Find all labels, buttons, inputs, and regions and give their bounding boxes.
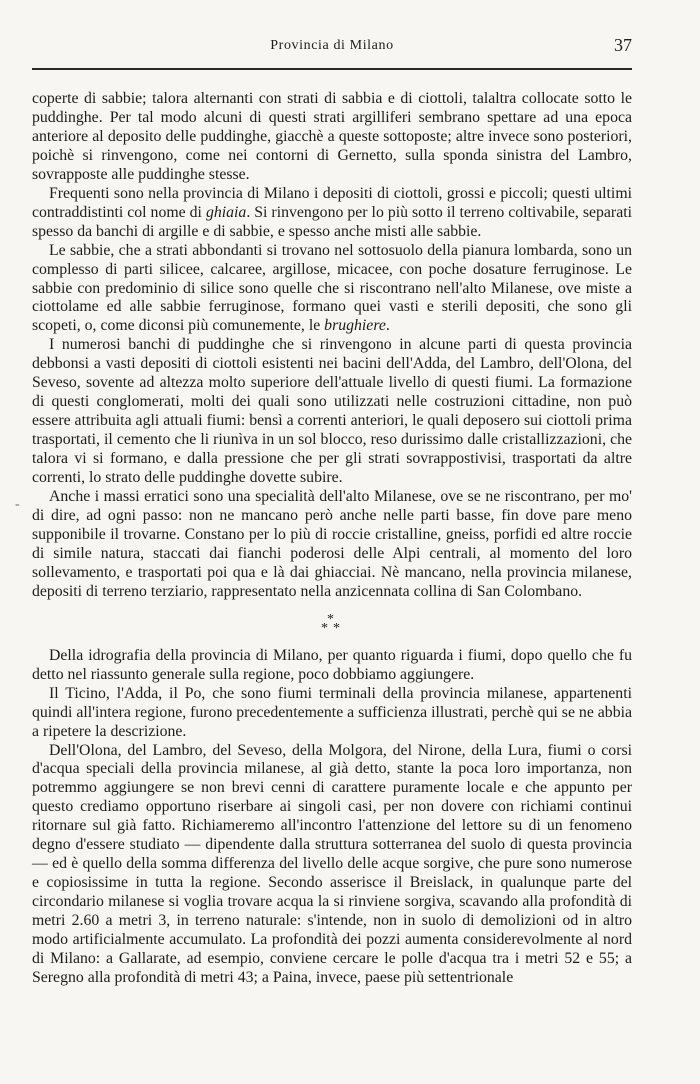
paragraph-1: coperte di sabbie; talora alternanti con strati di sabbia e di ciottoli, talaltra collocate sotto le puddinghe. Per tal modo alcuni di questi strati argilliferi sembrano spettare ad una epoca anteriore al deposito delle puddinghe, giacchè a queste sottoposte; altre invece sono posteriori, poichè si rinvengono, come nei contorni di Gernetto, sulla sponda sinistra del Lambro, sovrapposte alle puddinghe stesse. <box>32 90 632 183</box>
italic-term-ghiaia: ghiaia <box>205 203 247 221</box>
margin-mark: - <box>15 497 20 512</box>
italic-term-brughiere: brughiere <box>324 317 386 335</box>
paragraph-8: Dell'Olona, del Lambro, del Seveso, della Molgora, del Nirone, della Lura, fiumi o corsi d'acqua speciali della provincia milanese, al già detto, stante la poca loro importanza, non potremmo aggiungere se non brevi cenni di carattere puramente locale e che appunto per questo crediamo opportuno riserbare ai singoli casi, per non dovere con richiami continui ritornare sul già fatto. Richiameremo all'incontro l'attenzione del lettore su di un fenomeno degno d'essere studiato — dipendente dalla struttura sotterranea del suolo di questa provincia — ed è quello della somma differenza del livello delle acque sorgive, che pure sono numerose e copiosissime in tutta la regione. Secondo asserisce il Breislack, in qualunque parte del circondario milanese si voglia trovare acqua la si rinviene sorgiva, scavando alla profondità di metri 2.60 a metri 3, in terreno naturale: s'intende, non in suolo di demolizioni od in altro modo artificialmente accumulato. La profondità dei pozzi aumenta considerevolmente al nord di Milano: a Gallarate, ad esempio, conviene cercare le polle d'acqua tra i metri 52 e 55; a Seregno alla profondità di metri 43; a Paina, invece, paese più settentrionale <box>32 741 632 986</box>
header-rule <box>32 68 632 70</box>
paragraph-6: Della idrografia della provincia di Milano, per quanto riguarda i fiumi, dopo quello che fu detto nel riassunto generale sulla regione, poco dobbiamo aggiungere. <box>32 646 632 683</box>
paragraph-2: Frequenti sono nella provincia di Milano i depositi di ciottoli, grossi e piccoli; questi ultimi contraddistinti col nome di ghiaia. Si rinvengono per lo più sotto il terreno coltivabile, separati spesso da banchi di argille e di sabbie, e spesso anche misti alle sabbie. <box>32 184 632 240</box>
paragraph-4: I numerosi banchi di puddinghe che si rinvengono in alcune parti di questa provincia debbonsi a vasti depositi di ciottoli esistenti nei bacini dell'Adda, del Lambro, dell'Olona, del Seveso, sovente ad altezza molto superiore dell'attuale livello di questi fiumi. La formazione di questi conglomerati, molti dei quali sono utilizzati nelle costruzioni cittadine, non può essere attribuita agli attuali fiumi: bensì a correnti anteriori, le quali deposero sui ciottoli prima trasportati, il cemento che li riunìva in un sol blocco, reso durissimo dalle cristallizzazioni, che talora vi si formano, e dalla pressione che per gli strati sovrappostivisi, trasportati da altre correnti, lo strato delle puddinghe dovette subire. <box>32 336 632 487</box>
paragraph-5: Anche i massi erratici sono una specialità dell'alto Milanese, ove se ne riscontrano, per mo' di dire, ad ogni passo: non ne mancano però anche nelle parti basse, fin dove pare meno supponibile il trovarne. Constano per lo più di roccie cristalline, gneiss, porfidi ed altre roccie di simile natura, staccati dai fianchi poderosi delle Alpi centrali, al momento del loro sollevamento, e trasportati poi qua e là dai ghiacciai. Nè mancano, nella provincia milanese, depositi di terreno terziario, rappresentato nella anzicennata collina di San Colombano. <box>32 488 632 600</box>
page-number: 37 <box>614 35 632 55</box>
running-head-title: Provincia di Milano <box>270 38 394 53</box>
paragraph-7: Il Ticino, l'Adda, il Po, che sono fiumi terminali della provincia milanese, appartenenti quindi all'intera regione, furono precedentemente a sufficienza illustrati, perchè qui se ne abbia a ripetere la descrizione. <box>32 684 632 740</box>
section-break-asterism <box>32 605 632 645</box>
asterism-star-right: * <box>333 620 340 636</box>
asterism-star-top: * <box>327 611 334 627</box>
paragraph-3: Le sabbie, che a strati abbondanti si trovano nel sottosuolo della pianura lombarda, sono un complesso di parti silicee, calcaree, argillose, micacee, con poche dosature ferruginose. Le sabbie con predominio di silice sono quelle che si riscontrano nell'alto Milanese, ove miste a ciottolame ed alle sabbie ferruginose, formano quei vasti e sterili depositi, che sono gli scopeti, o, come diconsi più comunemente, le brughiere. <box>32 241 632 335</box>
running-head <box>32 32 632 62</box>
asterism-star-left: * <box>321 620 328 636</box>
body-text <box>32 90 632 988</box>
